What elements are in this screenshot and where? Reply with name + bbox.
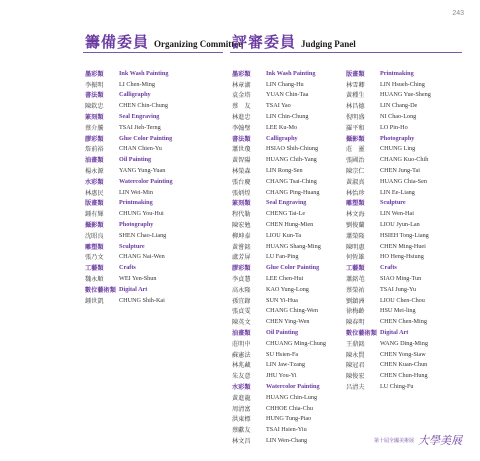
member-name-zh: 沈昭良 bbox=[85, 232, 104, 240]
member-name-zh: 林文海 bbox=[346, 211, 365, 219]
member-name-zh: 黃種生 bbox=[346, 92, 365, 100]
member-name-en: LIN Wen-Hai bbox=[380, 210, 414, 218]
member-row bbox=[346, 144, 464, 155]
member-name-en: HUANG Shang-Ming bbox=[266, 242, 321, 250]
member-name-zh: 蕭世瓊 bbox=[232, 146, 251, 154]
category-label-zh: 雕塑類 bbox=[85, 243, 104, 251]
member-row bbox=[85, 165, 203, 176]
member-row bbox=[346, 230, 464, 241]
member-name-en: CHEN Chun-Hung bbox=[380, 372, 428, 380]
member-name-en: LIN Ee-Liang bbox=[380, 188, 415, 196]
organizing-committee-list bbox=[85, 68, 203, 306]
page-number: 243 bbox=[452, 10, 464, 17]
member-name-en: CHANG Tsai-Ching bbox=[266, 177, 317, 185]
member-name-en: SUN Yi-Hua bbox=[266, 296, 298, 304]
member-row bbox=[232, 338, 350, 349]
member-name-zh: 蔡榮祐 bbox=[346, 286, 365, 294]
organizing-title-en: Organizing Committee bbox=[154, 39, 243, 49]
member-row bbox=[346, 111, 464, 122]
category-row bbox=[85, 241, 203, 252]
member-name-en: LEE Chen-Hui bbox=[266, 275, 304, 283]
member-name-zh: 張國治 bbox=[346, 157, 365, 165]
category-row bbox=[85, 90, 203, 101]
member-row bbox=[85, 144, 203, 155]
member-name-zh: 陳欽忠 bbox=[85, 103, 104, 111]
member-name-zh: 黃淑真 bbox=[346, 178, 365, 186]
member-name-zh: 蘇憲法 bbox=[232, 351, 251, 359]
member-row bbox=[85, 208, 203, 219]
member-row bbox=[85, 252, 203, 263]
member-row bbox=[346, 295, 464, 306]
member-row bbox=[346, 219, 464, 230]
member-name-zh: 詹前裕 bbox=[85, 146, 104, 154]
member-name-zh: 李貞慧 bbox=[232, 276, 251, 284]
member-row bbox=[232, 435, 350, 446]
member-row bbox=[346, 90, 464, 101]
member-name-en: CHANG Ping-Huang bbox=[266, 188, 320, 196]
category-label-zh: 工藝類 bbox=[346, 265, 365, 273]
member-name-en: HUANG Yue-Sheng bbox=[380, 91, 431, 99]
category-label-en: Watercolor Painting bbox=[119, 177, 173, 185]
member-name-en: CHEN Ying-Wen bbox=[266, 318, 310, 326]
member-row bbox=[346, 154, 464, 165]
member-name-zh: 陳俊宏 bbox=[346, 373, 365, 381]
member-row bbox=[85, 100, 203, 111]
category-row bbox=[85, 262, 203, 273]
category-row bbox=[85, 219, 203, 230]
category-label-zh: 篆刻類 bbox=[85, 114, 104, 122]
member-name-zh: 陳宏勉 bbox=[232, 222, 251, 230]
member-name-zh: 蕭銘芚 bbox=[346, 276, 365, 284]
member-name-en: LEE Ku-Mo bbox=[266, 123, 298, 131]
member-row bbox=[232, 306, 350, 317]
member-row bbox=[346, 241, 464, 252]
member-name-zh: 林昌德 bbox=[346, 103, 365, 111]
member-row bbox=[346, 306, 464, 317]
member-name-zh: 林榮森 bbox=[232, 168, 251, 176]
organizing-committee-header bbox=[85, 31, 242, 51]
category-label-zh: 書法類 bbox=[232, 135, 251, 143]
member-name-en: HO Heng-Hsiung bbox=[380, 253, 424, 261]
member-name-en: JHU You-Yi bbox=[266, 372, 297, 380]
member-name-zh: 陳冠君 bbox=[346, 362, 365, 370]
member-name-en: WANG Ding-Ming bbox=[380, 339, 428, 347]
member-name-en: TSAI Jung-Yu bbox=[380, 285, 416, 293]
member-row bbox=[232, 273, 350, 284]
category-label-en: Glue Color Painting bbox=[119, 134, 173, 142]
member-name-en: CHANG Kuo-Chih bbox=[380, 156, 429, 164]
category-label-zh: 膠彩類 bbox=[232, 265, 251, 273]
member-name-en: LIN Jaw-Tzang bbox=[266, 361, 305, 369]
member-name-en: LIN Chang-De bbox=[380, 102, 418, 110]
category-label-en: Ink Wash Painting bbox=[119, 69, 169, 77]
category-label-zh: 雕塑類 bbox=[346, 200, 365, 208]
footer-big-text: 大學美展 bbox=[418, 434, 462, 447]
category-label-zh: 數位藝術類 bbox=[346, 330, 377, 338]
member-name-zh: 林惠民 bbox=[85, 189, 104, 197]
member-name-en: CHUNG Ling bbox=[380, 145, 416, 153]
category-label-en: Photography bbox=[380, 134, 415, 142]
member-name-en: TSAI Hsien-Yiu bbox=[266, 426, 307, 434]
member-name-en: LIN Wen-Chang bbox=[266, 436, 308, 444]
member-name-zh: 柳坤泰 bbox=[232, 232, 251, 240]
member-name-en: LU Fan-Ping bbox=[266, 253, 299, 261]
member-row bbox=[232, 219, 350, 230]
member-name-en: CHUANG Ming-Chung bbox=[266, 339, 326, 347]
member-row bbox=[232, 79, 350, 90]
member-row bbox=[232, 122, 350, 133]
member-row bbox=[85, 79, 203, 90]
category-row bbox=[85, 133, 203, 144]
member-row bbox=[346, 316, 464, 327]
member-name-en: CHEN Jung-Tai bbox=[380, 167, 420, 175]
category-label-en: Seal Engraving bbox=[119, 113, 160, 121]
member-name-en: LIOU Kun-Ta bbox=[266, 231, 302, 239]
member-row bbox=[232, 165, 350, 176]
member-name-en: TSAI Jieh-Terng bbox=[119, 123, 161, 131]
member-name-en: CHENG Tai-Le bbox=[266, 210, 306, 218]
member-name-zh: 魏永順 bbox=[85, 276, 104, 284]
member-row bbox=[85, 230, 203, 241]
category-label-en: Digital Art bbox=[119, 285, 148, 293]
member-row bbox=[232, 252, 350, 263]
member-name-zh: 林怡珍 bbox=[346, 189, 365, 197]
member-row bbox=[346, 360, 464, 371]
category-label-zh: 工藝類 bbox=[85, 265, 104, 273]
category-label-en: Sculpture bbox=[119, 242, 145, 250]
member-name-zh: 羅平和 bbox=[346, 124, 365, 132]
member-name-zh: 徐梅齡 bbox=[346, 308, 365, 316]
member-name-zh: 高永隆 bbox=[232, 286, 251, 294]
member-name-zh: 張乃文 bbox=[85, 254, 104, 262]
member-name-en: YANG Yung-Yuan bbox=[119, 167, 166, 175]
member-name-en: TSAI Yao bbox=[266, 102, 291, 110]
category-label-en: Oil Painting bbox=[119, 156, 152, 164]
member-name-en: LIOU Chen-Chou bbox=[380, 296, 425, 304]
member-name-zh: 呂清夫 bbox=[346, 384, 365, 391]
member-row bbox=[232, 403, 350, 414]
member-name-zh: 鍾世凱 bbox=[85, 297, 104, 305]
member-row bbox=[85, 273, 203, 284]
category-row bbox=[85, 284, 203, 295]
member-name-en: WEI Yen-Shun bbox=[119, 275, 157, 283]
member-row bbox=[232, 241, 350, 252]
member-name-en: CHEN Chen-Ming bbox=[380, 318, 427, 326]
member-name-en: LIN Hsueh-Ching bbox=[380, 80, 425, 88]
member-row bbox=[232, 392, 350, 403]
category-row bbox=[232, 68, 350, 79]
judging-panel-list-left bbox=[232, 68, 350, 446]
category-label-en: Glue Color Painting bbox=[266, 264, 320, 272]
member-row bbox=[232, 154, 350, 165]
category-label-zh: 墨彩類 bbox=[85, 70, 104, 78]
category-label-zh: 攝影類 bbox=[346, 135, 365, 143]
category-label-zh: 油畫類 bbox=[85, 157, 104, 165]
member-row bbox=[346, 100, 464, 111]
member-name-zh: 朱友意 bbox=[232, 373, 251, 381]
member-name-zh: 王鼎銘 bbox=[346, 340, 365, 348]
member-name-zh: 程代勒 bbox=[232, 211, 251, 219]
category-label-en: Crafts bbox=[380, 264, 397, 272]
member-name-zh: 陳宗仁 bbox=[346, 168, 365, 176]
member-name-zh: 張台慶 bbox=[232, 178, 251, 186]
category-label-zh: 版畫類 bbox=[346, 70, 365, 78]
category-label-en: Crafts bbox=[119, 264, 136, 272]
member-row bbox=[232, 349, 350, 360]
member-name-zh: 蔡 友 bbox=[232, 103, 251, 111]
member-name-zh: 陳永賢 bbox=[346, 351, 365, 359]
member-name-en: CHANG Nai-Wen bbox=[119, 253, 165, 261]
member-name-en: LI Chen-Ming bbox=[119, 80, 155, 88]
organizing-divider bbox=[83, 52, 223, 53]
member-name-zh: 楊永源 bbox=[85, 168, 104, 176]
category-label-en: Calligraphy bbox=[266, 134, 298, 142]
category-row bbox=[85, 111, 203, 122]
category-label-en: Printmaking bbox=[380, 69, 414, 77]
category-label-zh: 水彩類 bbox=[85, 178, 104, 186]
category-label-zh: 墨彩類 bbox=[232, 70, 251, 78]
member-row bbox=[232, 90, 350, 101]
category-label-zh: 膠彩類 bbox=[85, 135, 104, 143]
member-row bbox=[232, 316, 350, 327]
member-row bbox=[232, 187, 350, 198]
member-row bbox=[346, 122, 464, 133]
member-row bbox=[232, 176, 350, 187]
member-name-en: HSIAO Shih-Chiung bbox=[266, 145, 319, 153]
member-name-zh: 劉鎮洲 bbox=[346, 297, 365, 305]
footer-logo bbox=[374, 432, 462, 448]
category-row bbox=[232, 198, 350, 209]
category-label-en: Photography bbox=[119, 221, 154, 229]
member-row bbox=[346, 79, 464, 90]
member-name-zh: 林兆藏 bbox=[232, 362, 251, 370]
member-row bbox=[232, 370, 350, 381]
member-name-zh: 黃嘗銘 bbox=[232, 243, 251, 251]
member-name-en: LIN Wei-Min bbox=[119, 188, 153, 196]
member-row bbox=[346, 370, 464, 381]
member-name-zh: 袁金塔 bbox=[232, 92, 251, 100]
category-row bbox=[232, 133, 350, 144]
member-row bbox=[346, 187, 464, 198]
judging-panel-list-right bbox=[346, 68, 464, 392]
member-name-en: LIOU Jyun-Lan bbox=[380, 221, 420, 229]
member-name-en: HUANG Chih-Yang bbox=[266, 156, 317, 164]
category-row bbox=[232, 327, 350, 338]
member-name-en: YUAN Chin-Taa bbox=[266, 91, 309, 99]
member-name-en: LIN Chin-Chung bbox=[266, 113, 309, 121]
member-name-zh: 林雪卿 bbox=[346, 81, 365, 89]
member-name-en: HUANG Chin-Lung bbox=[266, 393, 318, 401]
member-name-en: NI Chao-Long bbox=[380, 113, 417, 121]
member-name-en: CHUNG Shih-Kai bbox=[119, 296, 165, 304]
judging-title-zh: 評審委員 bbox=[232, 33, 297, 51]
member-name-en: HUANG Chia-Sen bbox=[380, 177, 427, 185]
category-row bbox=[232, 381, 350, 392]
member-name-en: SU Hsien-Fa bbox=[266, 350, 299, 358]
member-name-en: CHEN Chin-Chung bbox=[119, 102, 168, 110]
category-row bbox=[85, 68, 203, 79]
member-name-en: CHEN Hung-Mien bbox=[266, 221, 314, 229]
member-name-en: LU Ching-Fu bbox=[380, 383, 414, 390]
member-name-en: CHHOE Chia-Chu bbox=[266, 404, 313, 412]
judging-divider bbox=[230, 52, 462, 53]
category-label-en: Digital Art bbox=[380, 329, 409, 337]
member-row bbox=[346, 208, 464, 219]
member-name-zh: 林文昌 bbox=[232, 437, 251, 445]
category-label-en: Sculpture bbox=[380, 199, 406, 207]
judging-panel-header bbox=[232, 31, 356, 51]
category-label-en: Printmaking bbox=[119, 199, 153, 207]
member-row bbox=[346, 165, 464, 176]
member-row bbox=[346, 252, 464, 263]
category-label-en: Watercolor Painting bbox=[266, 383, 320, 390]
member-row bbox=[346, 349, 464, 360]
member-name-zh: 陳明惠 bbox=[346, 243, 365, 251]
member-name-en: LIN Rong-Sen bbox=[266, 167, 303, 175]
member-name-en: SIAO Ming-Tun bbox=[380, 275, 422, 283]
category-label-zh: 書法類 bbox=[85, 92, 104, 100]
category-label-zh: 攝影類 bbox=[85, 222, 104, 230]
member-name-en: HSU Mei-ling bbox=[380, 307, 416, 315]
member-row bbox=[232, 424, 350, 435]
category-row bbox=[346, 262, 464, 273]
category-row bbox=[85, 198, 203, 209]
category-label-en: Ink Wash Painting bbox=[266, 69, 316, 77]
member-name-en: CHEN Kuan-Chun bbox=[380, 361, 428, 369]
member-name-en: CHEN Yong-Siaw bbox=[380, 350, 426, 358]
member-row bbox=[232, 208, 350, 219]
member-row bbox=[232, 230, 350, 241]
judging-title-en: Judging Panel bbox=[301, 39, 356, 49]
member-name-en: CHEN Ming-Huei bbox=[380, 242, 426, 250]
member-row bbox=[346, 176, 464, 187]
member-name-zh: 林章湖 bbox=[232, 81, 251, 89]
member-row bbox=[346, 273, 464, 284]
category-row bbox=[346, 327, 464, 338]
member-name-zh: 盧芳屏 bbox=[232, 254, 251, 262]
member-row bbox=[346, 381, 464, 392]
member-name-zh: 張炳煌 bbox=[232, 189, 251, 197]
footer-small-text: 第十屆全國美術展 bbox=[373, 437, 414, 444]
member-name-en: HSIEH Tong-Liang bbox=[380, 231, 429, 239]
category-row bbox=[232, 262, 350, 273]
member-name-zh: 蔡獻友 bbox=[232, 427, 251, 435]
member-row bbox=[85, 122, 203, 133]
category-label-zh: 篆刻類 bbox=[232, 200, 251, 208]
member-name-zh: 何恆雄 bbox=[346, 254, 365, 262]
member-name-en: HUNG Tung-Piao bbox=[266, 415, 312, 423]
category-row bbox=[346, 198, 464, 209]
member-name-zh: 李翰璧 bbox=[232, 124, 251, 132]
member-row bbox=[85, 187, 203, 198]
member-name-zh: 林進忠 bbox=[232, 114, 251, 122]
member-name-zh: 蔡介騰 bbox=[85, 124, 104, 132]
member-row bbox=[232, 144, 350, 155]
member-name-en: CHANG Ching-Wen bbox=[266, 307, 318, 315]
member-name-zh: 孫宜錄 bbox=[232, 297, 251, 305]
category-label-zh: 數位藝術類 bbox=[85, 286, 116, 294]
member-name-zh: 鍾有輝 bbox=[85, 211, 104, 219]
member-name-en: SHEN Chao-Liang bbox=[119, 231, 167, 239]
member-name-zh: 蕭榮隆 bbox=[346, 232, 365, 240]
member-name-zh: 倪明盛 bbox=[346, 114, 365, 122]
member-row bbox=[232, 360, 350, 371]
category-row bbox=[85, 154, 203, 165]
member-name-zh: 劉俊蘭 bbox=[346, 222, 365, 230]
category-row bbox=[85, 176, 203, 187]
member-row bbox=[346, 284, 464, 295]
category-label-zh: 版畫類 bbox=[85, 200, 104, 208]
member-name-zh: 李振明 bbox=[85, 81, 104, 89]
member-row bbox=[232, 414, 350, 425]
member-row bbox=[232, 284, 350, 295]
category-label-zh: 油畫類 bbox=[232, 330, 251, 338]
category-row bbox=[346, 133, 464, 144]
member-name-zh: 張貞雯 bbox=[232, 308, 251, 316]
organizing-title-zh: 籌備委員 bbox=[85, 33, 150, 51]
member-name-zh: 黃進龍 bbox=[232, 394, 251, 402]
member-name-en: CHUNG You-Hui bbox=[119, 210, 164, 218]
member-name-en: LO Pin-Ho bbox=[380, 123, 408, 131]
category-row bbox=[346, 68, 464, 79]
member-name-zh: 莊 靈 bbox=[346, 146, 365, 154]
member-name-zh: 黃智陽 bbox=[232, 157, 251, 165]
member-name-zh: 陳英文 bbox=[232, 319, 251, 327]
member-name-en: LIN Chang-Hu bbox=[266, 80, 304, 88]
member-row bbox=[85, 295, 203, 306]
member-name-zh: 莊明中 bbox=[232, 340, 251, 348]
member-row bbox=[232, 100, 350, 111]
category-label-zh: 水彩類 bbox=[232, 384, 251, 391]
member-name-en: CHAN Chien-Yu bbox=[119, 145, 162, 153]
member-row bbox=[232, 295, 350, 306]
member-name-zh: 陳春明 bbox=[346, 319, 365, 327]
category-label-en: Calligraphy bbox=[119, 91, 151, 99]
category-label-en: Oil Painting bbox=[266, 329, 299, 337]
category-label-en: Seal Engraving bbox=[266, 199, 307, 207]
member-name-en: KAO Yung-Long bbox=[266, 285, 309, 293]
member-row bbox=[346, 338, 464, 349]
member-name-zh: 周清富 bbox=[232, 405, 251, 413]
member-row bbox=[232, 111, 350, 122]
member-name-zh: 洪東標 bbox=[232, 416, 251, 424]
